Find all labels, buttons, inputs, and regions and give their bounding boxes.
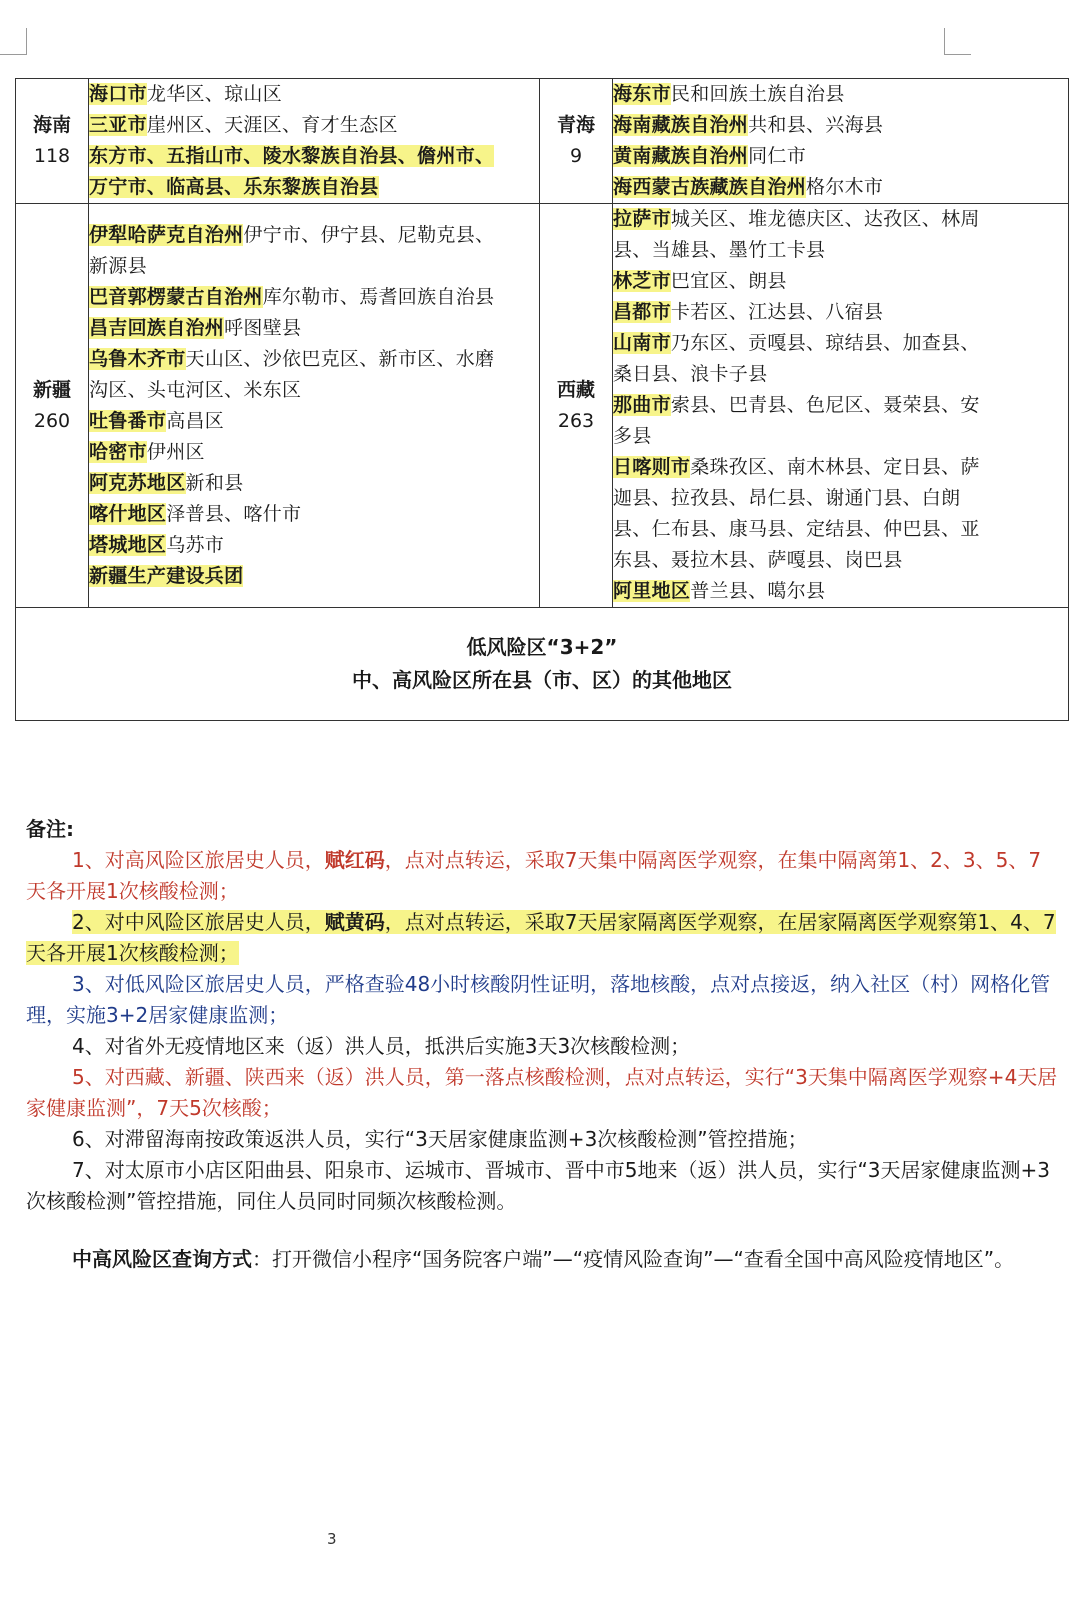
district-names: 龙华区、琼山区	[146, 83, 283, 105]
city-name: 吐鲁番市	[89, 409, 167, 432]
city-name: 哈密市	[89, 440, 147, 463]
district-names: 县、当雄县、墨竹工卡县	[613, 239, 826, 261]
region-line	[89, 251, 539, 282]
risk-region-table	[15, 78, 1069, 721]
city-name: 三亚市	[89, 114, 147, 136]
province-name: 海南	[32, 114, 71, 136]
city-name: 昌吉回族自治州	[89, 316, 225, 339]
region-line	[89, 220, 539, 251]
city-name: 拉萨市	[613, 208, 671, 230]
region-list	[613, 79, 1069, 204]
city-name: 万宁市、临高县、乐东黎族自治县	[89, 176, 379, 198]
district-names: 东县、聂拉木县、萨嘎县、岗巴县	[613, 549, 903, 571]
region-line	[89, 141, 539, 172]
city-name: 巴音郭楞蒙古自治州	[89, 285, 263, 308]
district-names: 索县、巴青县、色尼区、聂荣县、安	[670, 394, 980, 416]
district-names: 桑珠孜区、南木林县、定日县、萨	[690, 456, 980, 478]
query-label: 中高风险区查询方式	[72, 1247, 252, 1271]
city-name: 乌鲁木齐市	[89, 347, 186, 370]
district-names: 巴宜区、朗县	[670, 270, 787, 292]
note-item	[26, 1062, 1060, 1124]
province-count: 9	[569, 145, 583, 167]
district-names: 高昌区	[166, 409, 225, 432]
region-line	[89, 172, 539, 203]
region-line	[613, 359, 1068, 390]
crop-mark-top-left	[0, 28, 27, 55]
region-line	[89, 282, 539, 313]
city-name: 昌都市	[613, 301, 671, 323]
district-names: 迦县、拉孜县、昂仁县、谢通门县、白朗	[613, 487, 961, 509]
note-item	[26, 845, 1060, 907]
region-line	[89, 79, 539, 110]
city-name: 东方市、五指山市、陵水黎族自治县、儋州市、	[89, 145, 495, 167]
note-text: 2、对中风险区旅居史人员，	[72, 910, 325, 934]
district-names: 桑日县、浪卡子县	[613, 363, 768, 385]
district-names: 伊州区	[146, 440, 205, 463]
region-line	[613, 79, 1068, 110]
city-name: 喀什地区	[89, 502, 167, 525]
note-item	[26, 1031, 1060, 1062]
table-footer-row	[16, 608, 1069, 721]
notes-list	[26, 845, 1060, 1217]
city-name: 日喀则市	[613, 456, 691, 478]
region-list	[89, 204, 540, 608]
notes-title: 备注:	[26, 817, 74, 841]
region-list	[613, 204, 1069, 608]
region-line	[89, 468, 539, 499]
province-count: 118	[33, 145, 71, 167]
city-name: 伊犁哈萨克自治州	[89, 223, 244, 246]
district-names: 多县	[613, 425, 652, 447]
region-line	[613, 266, 1068, 297]
district-names: 卡若区、江达县、八宿县	[670, 301, 884, 323]
province-name: 新疆	[32, 378, 71, 401]
district-names: 呼图壁县	[224, 316, 302, 339]
footer-line: 低风险区“3+2”	[466, 635, 618, 659]
region-line	[89, 406, 539, 437]
note-item	[26, 1155, 1060, 1217]
city-name: 海口市	[89, 83, 147, 105]
note-text: 5、对西藏、新疆、陕西来（返）洪人员，第一落点核酸检测，点对点转运，实行“3天集中隔离医学观察+4天居家健康监测”，7天5次核酸；	[26, 1065, 1058, 1120]
low-risk-footer	[16, 608, 1069, 721]
district-names: 格尔木市	[806, 176, 884, 198]
province-name: 西藏	[556, 378, 595, 401]
city-name: 山南市	[613, 332, 671, 354]
city-name: 阿里地区	[613, 580, 691, 602]
city-name: 阿克苏地区	[89, 471, 186, 494]
query-text: ：打开微信小程序“国务院客户端”—“疫情风险查询”—“查看全国中高风险疫情地区”。	[252, 1247, 1015, 1271]
province-cell	[540, 79, 613, 204]
region-line	[613, 421, 1068, 452]
table-row	[16, 204, 1069, 608]
region-line	[613, 204, 1068, 235]
district-names: 民和回族土族自治县	[670, 83, 845, 105]
province-cell	[16, 204, 89, 608]
notes-section	[26, 814, 1060, 1295]
region-line	[613, 576, 1068, 607]
note-emphasis: 赋红码	[324, 848, 385, 872]
region-line	[89, 499, 539, 530]
note-item	[26, 969, 1060, 1031]
district-names: 普兰县、噶尔县	[690, 580, 826, 602]
footer-line: 中、高风险区所在县（市、区）的其他地区	[352, 668, 732, 692]
district-names: 共和县、兴海县	[748, 114, 884, 136]
note-text: 1、对高风险区旅居史人员，	[72, 848, 325, 872]
region-line	[89, 561, 539, 592]
district-names: 城关区、堆龙德庆区、达孜区、林周	[670, 208, 980, 230]
district-names: 乌苏市	[166, 533, 225, 556]
city-name: 那曲市	[613, 394, 671, 416]
province-name: 青海	[556, 114, 595, 136]
region-line	[613, 172, 1068, 203]
region-line	[89, 313, 539, 344]
region-line	[89, 375, 539, 406]
district-names: 泽普县、喀什市	[166, 502, 302, 525]
district-names: 新和县	[185, 471, 244, 494]
region-line	[89, 530, 539, 561]
region-line	[613, 297, 1068, 328]
city-name: 塔城地区	[89, 533, 167, 556]
note-emphasis: 赋黄码	[324, 910, 385, 934]
province-cell	[540, 204, 613, 608]
district-names: 天山区、沙依巴克区、新市区、水磨	[185, 347, 495, 370]
province-count: 260	[33, 409, 71, 432]
region-line	[613, 141, 1068, 172]
region-line	[613, 514, 1068, 545]
region-line	[613, 483, 1068, 514]
region-line	[613, 390, 1068, 421]
city-name: 海南藏族自治州	[613, 114, 749, 136]
region-line	[613, 235, 1068, 266]
page-number: 3	[327, 1530, 337, 1548]
province-cell	[16, 79, 89, 204]
district-names: 伊宁市、伊宁县、尼勒克县、	[243, 223, 495, 246]
city-name: 海东市	[613, 83, 671, 105]
district-names: 新源县	[89, 254, 147, 277]
crop-mark-top-right	[944, 28, 971, 55]
city-name: 海西蒙古族藏族自治州	[613, 176, 807, 198]
district-names: 同仁市	[748, 145, 807, 167]
note-text: 4、对省外无疫情地区来（返）洪人员，抵洪后实施3天3次核酸检测；	[72, 1034, 691, 1058]
note-text: ，点对点转运，采取7天集中隔离医学观察，在集中隔离第1、2、3、5、7天各开展1次核酸检测；	[26, 848, 1042, 903]
region-line	[613, 110, 1068, 141]
region-line	[613, 545, 1068, 576]
note-text: ，点对点转运，采取7天居家隔离医学观察，在居家隔离医学观察第1、4、7天各开展1次核酸检测；	[26, 910, 1056, 965]
region-line	[89, 110, 539, 141]
city-name: 新疆生产建设兵团	[89, 564, 244, 587]
region-line	[89, 437, 539, 468]
note-item	[26, 907, 1060, 969]
district-names: 乃东区、贡嘎县、琼结县、加查县、	[670, 332, 980, 354]
province-count: 263	[557, 409, 595, 432]
city-name: 林芝市	[613, 270, 671, 292]
city-name: 黄南藏族自治州	[613, 145, 749, 167]
district-names: 库尔勒市、焉耆回族自治县	[262, 285, 495, 308]
table-row	[16, 79, 1069, 204]
region-list	[89, 79, 540, 204]
query-method	[26, 1244, 1060, 1275]
note-item	[26, 1124, 1060, 1155]
region-line	[89, 344, 539, 375]
region-line	[613, 328, 1068, 359]
district-names: 崖州区、天涯区、育才生态区	[146, 114, 398, 136]
note-text: 3、对低风险区旅居史人员，严格查验48小时核酸阴性证明，落地核酸，点对点接返，纳入社区（村）网格化管理，实施3+2居家健康监测；	[26, 972, 1051, 1027]
district-names: 县、仁布县、康马县、定结县、仲巴县、亚	[613, 518, 980, 540]
note-text: 7、对太原市小店区阳曲县、阳泉市、运城市、晋城市、晋中市5地来（返）洪人员，实行“3天居家健康监测+3次核酸检测”管控措施，同住人员同时同频次核酸检测。	[26, 1158, 1051, 1213]
region-line	[613, 452, 1068, 483]
note-text: 6、对滞留海南按政策返洪人员，实行“3天居家健康监测+3次核酸检测”管控措施；	[72, 1127, 808, 1151]
district-names: 沟区、头屯河区、米东区	[89, 378, 302, 401]
